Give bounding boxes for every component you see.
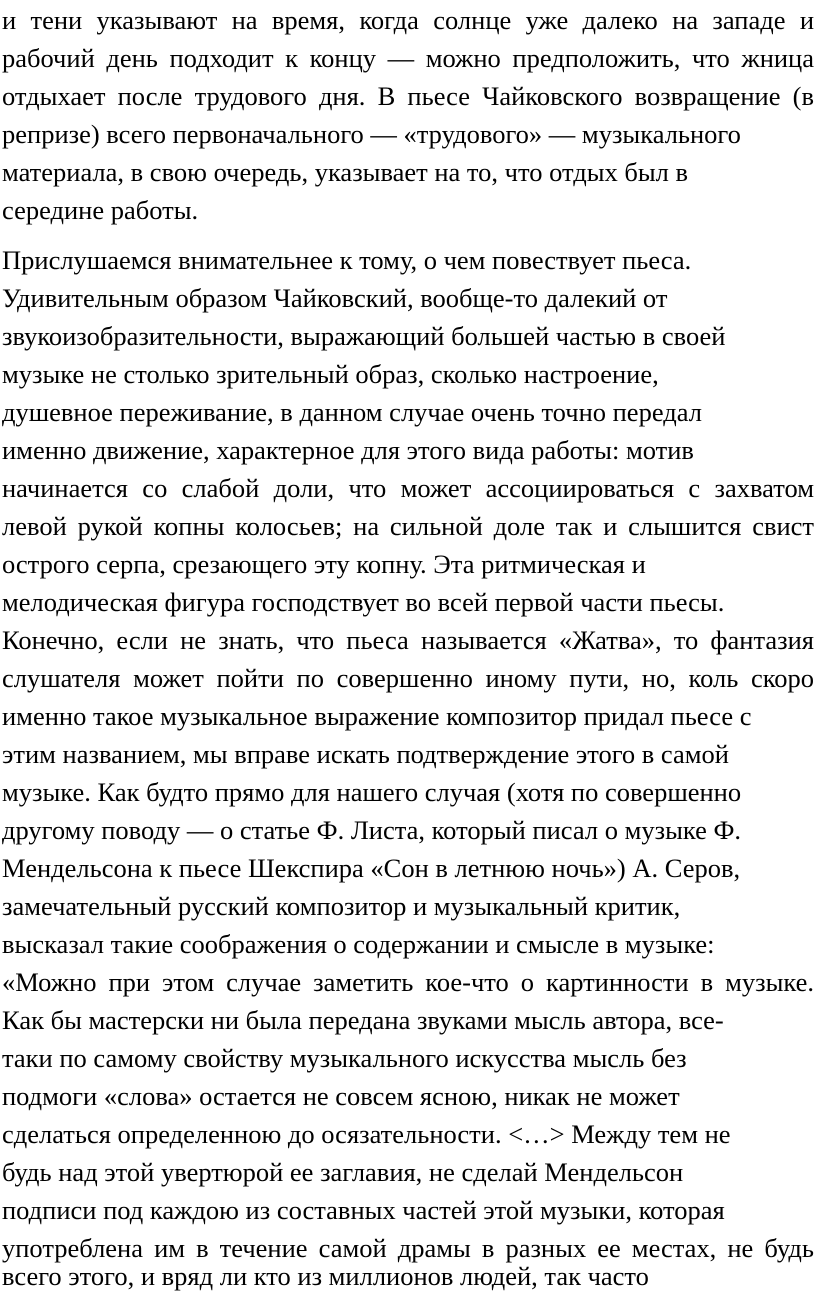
text-line: и тени указывают на время, когда солнце уже далеко на западе и [2, 5, 814, 35]
text-line: будь над этой увертюрой ее заглавия, не сделай Мендельсон [2, 1157, 684, 1187]
text-line: другому поводу — о статье Ф. Листа, который писал о музыке Ф. [2, 815, 742, 845]
text-line: начинается со слабой доли, что может ассоциироваться с захватом [2, 473, 814, 503]
text-line: подмоги «слова» остается не совсем ясною, никак не может [2, 1081, 680, 1111]
text-line: острого серпа, срезающего эту копну. Эта ритмическая и [2, 549, 646, 579]
text-line: музыке. Как будто прямо для нашего случая (хотя по совершенно [2, 777, 742, 807]
text-line: именно такое музыкальное выражение композитор придал пьесе с [2, 701, 752, 731]
text-line: употреблена им в течение самой драмы в разных ее местах, не будь [2, 1233, 814, 1263]
text-line: именно движение, характерное для этого вида работы: мотив [2, 435, 694, 465]
text-line: «Можно при этом случае заметить кое-что о картинности в музыке. [2, 967, 814, 997]
text-line: подписи под каждою из составных частей этой музыки, которая [2, 1195, 725, 1225]
text-line: всего этого, и вряд ли кто из миллионов людей, так часто [2, 1261, 649, 1291]
text-line: левой рукой копны колосьев; на сильной доле так и слышится свист [2, 511, 814, 541]
text-line: материала, в свою очередь, указывает на то, что отдых был в [2, 157, 689, 187]
text-line: Конечно, если не знать, что пьеса называется «Жатва», то фантазия [2, 625, 814, 655]
text-line: слушателя может пойти по совершенно иному пути, но, коль скоро [2, 663, 814, 693]
text-line: Удивительным образом Чайковский, вообще-то далекий от [2, 283, 668, 313]
text-line: сделаться определенною до осязательности. <…> Между тем не [2, 1119, 731, 1149]
text-line: Как бы мастерски ни была передана звуками мысль автора, все- [2, 1005, 724, 1035]
text-line: рабочий день подходит к концу — можно предположить, что жница [2, 43, 814, 73]
text-line: музыке не столько зрительный образ, сколько настроение, [2, 359, 659, 389]
text-line: таки по самому свойству музыкального искусства мысль без [2, 1043, 687, 1073]
text-line: звукоизобразительности, выражающий большей частью в своей [2, 321, 726, 351]
text-line: этим названием, мы вправе искать подтверждение этого в самой [2, 739, 729, 769]
text-line: Мендельсона к пьесе Шекспира «Сон в летнюю ночь») А. Серов, [2, 853, 741, 883]
text-line: Прислушаемся внимательнее к тому, о чем повествует пьеса. [2, 245, 692, 275]
text-line: середине работы. [2, 195, 199, 225]
text-line: душевное переживание, в данном случае очень точно передал [2, 397, 702, 427]
text-line: высказал такие соображения о содержании и смысле в музыке: [2, 929, 715, 959]
text-line: отдыхает после трудового дня. В пьесе Чайковского возвращение (в [2, 81, 814, 111]
text-line: репризе) всего первоначального — «трудового» — музыкального [2, 119, 741, 149]
text-line: замечательный русский композитор и музыкальный критик, [2, 891, 681, 921]
text-line: мелодическая фигура господствует во всей первой части пьесы. [2, 587, 725, 617]
